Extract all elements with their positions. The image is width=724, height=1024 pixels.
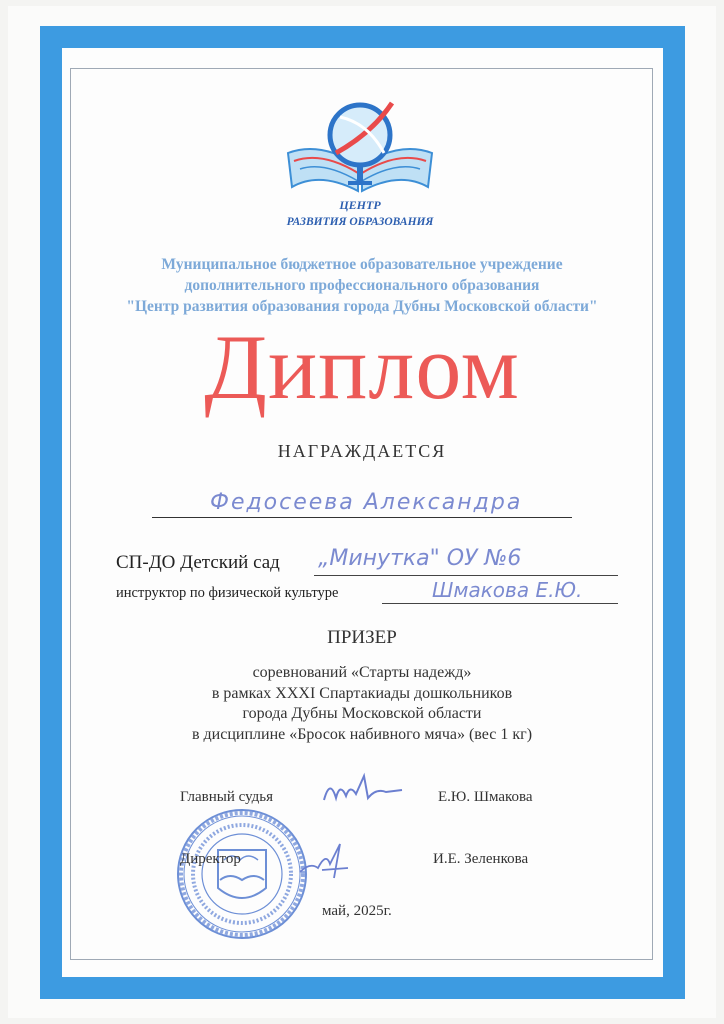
place-title: ПРИЗЕР — [327, 627, 397, 648]
director-label: Директор — [180, 851, 241, 867]
awarded-label: НАГРАЖДАЕТСЯ — [277, 441, 447, 461]
organization-line: "Центр развития образования города Дубны Московской области" — [126, 298, 598, 315]
judge-label: Главный судья — [180, 789, 274, 805]
description-line: города Дубны Московской области — [242, 705, 482, 722]
recipient-underline — [152, 517, 572, 518]
globe-book-logo-icon — [280, 95, 440, 230]
instructor-value: Шмакова Е.Ю. — [432, 578, 583, 602]
organization-line: Муниципальное бюджетное образовательное учреждение — [161, 256, 563, 273]
judge-name: Е.Ю. Шмакова — [438, 789, 533, 805]
description-line: в рамках XXXI Спартакиады дошкольников — [211, 684, 513, 702]
instructor-underline — [382, 603, 618, 604]
org-underline — [314, 575, 618, 576]
org-label: СП-ДО Детский сад — [116, 552, 280, 573]
judge-signature-icon — [320, 770, 410, 810]
issue-date: май, 2025г. — [322, 903, 392, 919]
organization-name — [80, 254, 644, 317]
organization-line: дополнительного профессионального образования — [184, 277, 540, 294]
instructor-label: инструктор по физической культуре — [116, 585, 339, 601]
logo-line2: РАЗВИТИЯ ОБРАЗОВАНИЯ — [286, 216, 434, 228]
org-value: „Минутка" ОУ №6 — [318, 546, 522, 571]
logo-line1: ЦЕНТР — [339, 198, 381, 212]
director-signature-icon — [296, 838, 356, 882]
description-line: соревнований «Старты надежд» — [252, 664, 472, 681]
competition-description — [80, 663, 644, 745]
diploma-title: Диплом — [204, 316, 520, 418]
recipient-name: Федосеева Александра — [210, 490, 523, 515]
description-line: в дисциплине «Бросок набивного мяча» (вес 1 кг) — [191, 725, 533, 743]
official-stamp-icon — [174, 806, 310, 942]
director-name: И.Е. Зеленкова — [433, 851, 529, 867]
